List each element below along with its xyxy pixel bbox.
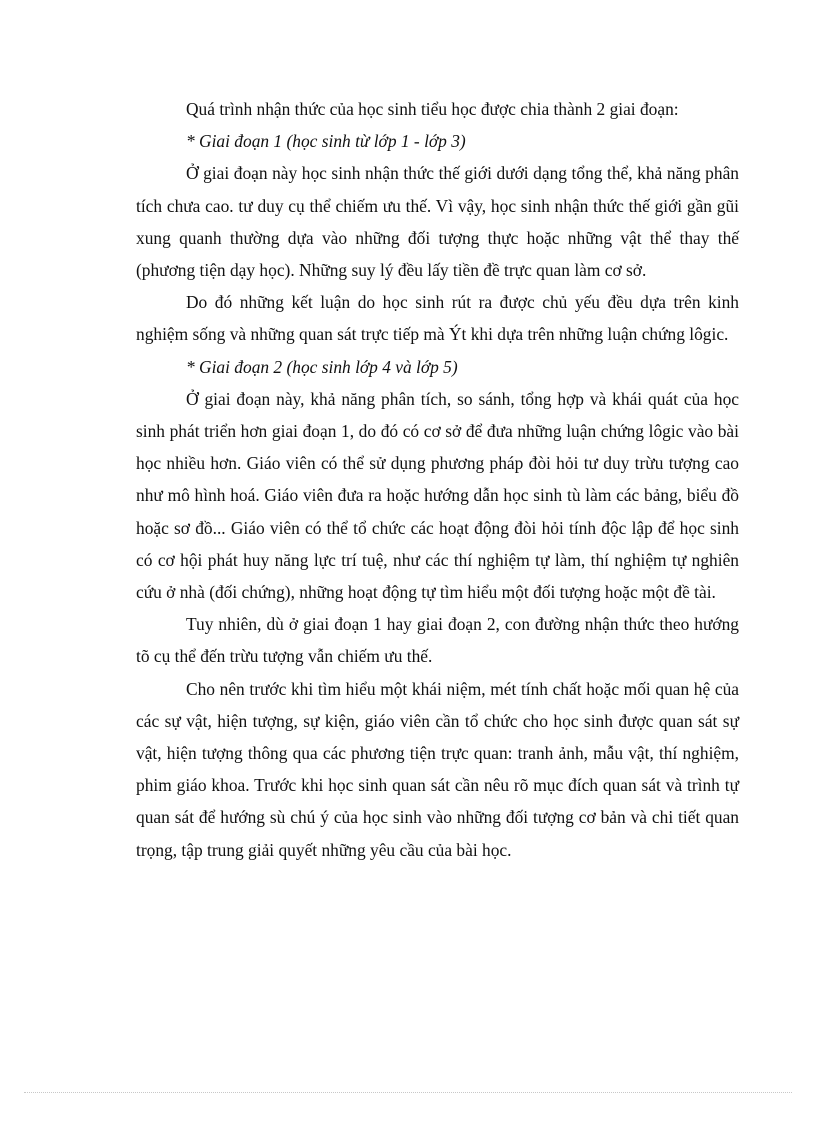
paragraph-stage-1-description: Ở giai đoạn này học sinh nhận thức thế giới dưới dạng tổng thể, khả năng phân tích chưa cao. tư duy cụ thể chiếm ưu thế. Vì vậy, học sinh nhận thức thế giới gần gũi xung quanh thường dựa vào những đối tượng thực hoặc những vật thể thay thế (phương tiện dạy học). Những suy lý đều lấy tiền đề trực quan làm cơ sở.: [136, 163, 739, 281]
paragraph-recommendation: Cho nên trước khi tìm hiểu một khái niệm, mét tính chất hoặc mối quan hệ của các sự vật, hiện tượng, sự kiện, giáo viên cần tổ chức cho học sinh được quan sát sự vật, hiện tượng thông qua các phương tiện trực quan: tranh ảnh, mẫu vật, thí nghiệm, phim giáo khoa. Trước khi học sinh quan sát cần nêu rõ mục đích quan sát và trình tự quan sát để hướng sù chú ý của học sinh vào những đối tượng cơ bản và chi tiết quan trọng, tập trung giải quyết những yêu cầu của bài học.: [136, 678, 739, 860]
heading-stage-2: * Giai đoạn 2 (học sinh lớp 4 và lớp 5): [186, 356, 458, 377]
paragraph-summary: Tuy nhiên, dù ở giai đoạn 1 hay giai đoạn 2, con đường nhận thức theo hướng tõ cụ thể đến trừu tượng vẫn chiếm ưu thế.: [136, 614, 739, 667]
document-body: [136, 93, 739, 866]
paragraph-stage-1-conclusion: Do đó những kết luận do học sinh rút ra được chủ yếu đều dựa trên kinh nghiệm sống và những quan sát trực tiếp mà Ýt khi dựa trên những luận chứng lôgic.: [136, 292, 739, 345]
paragraph-stage-2-description: Ở giai đoạn này, khả năng phân tích, so sánh, tổng hợp và khái quát của học sinh phát triển hơn giai đoạn 1, do đó có cơ sở để đưa những luận chứng lôgic vào bài học nhiều hơn. Giáo viên có thể sử dụng phương pháp đòi hỏi tư duy trừu tượng cao như mô hình hoá. Giáo viên đưa ra hoặc hướng dẫn học sinh tù làm các bảng, biểu đồ hoặc sơ đồ... Giáo viên có thể tổ chức các hoạt động đòi hỏi tính độc lập để học sinh có cơ hội phát huy năng lực trí tuệ, như các thí nghiệm tự làm, thí nghiệm tự nghiên cứu ở nhà (đối chứng), những hoạt động tự tìm hiểu một đối tượng hoặc một đề tài.: [136, 388, 739, 603]
page-bottom-divider: [24, 1092, 792, 1093]
heading-stage-1: * Giai đoạn 1 (học sinh từ lớp 1 - lớp 3): [186, 131, 466, 152]
paragraph-intro: Quá trình nhận thức của học sinh tiểu học được chia thành 2 giai đoạn:: [186, 99, 679, 119]
